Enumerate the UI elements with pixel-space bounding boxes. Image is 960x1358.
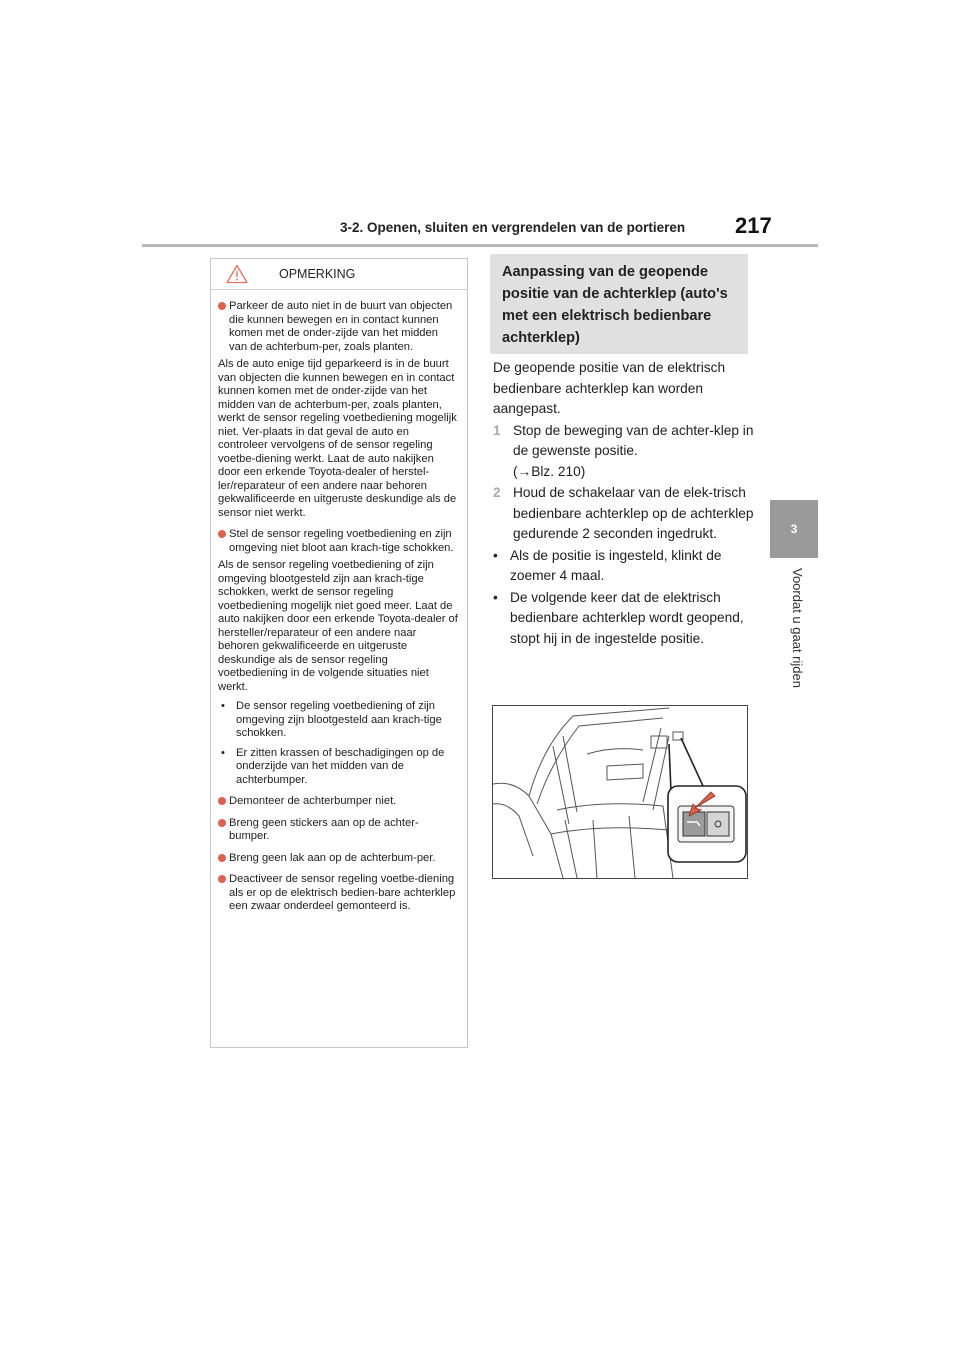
notice-bullet-text: Parkeer de auto niet in de buurt van objecten die kunnen bewegen en in contact kunnen komen met de onder-zijde van het midden van de achterbum-per, zoals planten. xyxy=(229,300,453,353)
notice-bullet xyxy=(218,795,459,809)
notice-sub-item-text: Er zitten krassen of beschadigingen op de onderzijde van het midden van de achterbumper. xyxy=(236,746,445,786)
point-mark: • xyxy=(493,589,498,605)
notice-paragraph: Als de sensor regeling voetbediening of zijn omgeving blootgesteld zijn aan krach-tige schokken, werkt de sensor regeling voetbediening mogelijk niet goed meer. Laat de auto nakijken door een erkende Toyota-dealer of hersteller/reparateur of een andere naar behoren gekwalificeerde en uitgeruste deskundige als de sensor regeling voetbediening in de volgende situaties niet werkt. xyxy=(218,559,458,693)
warning-triangle-icon xyxy=(226,264,248,284)
note-point-text: Als de positie is ingesteld, klinkt de zoemer 4 maal. xyxy=(510,547,722,583)
notice-bullet-text: Stel de sensor regeling voetbediening en zijn omgeving niet bloot aan krach-tige schokken. xyxy=(229,528,454,554)
bullet-dot-icon xyxy=(218,819,226,827)
notice-body xyxy=(211,290,467,914)
notice-sub-item xyxy=(218,700,459,741)
step-text: Stop de beweging van de achter-klep in de gewenste positie. xyxy=(513,422,754,458)
bullet-dot-icon xyxy=(218,875,226,883)
bullet-dot-icon xyxy=(218,797,226,805)
step-number: 1 xyxy=(493,422,501,438)
notice-bullet-text: Deactiveer de sensor regeling voetbe-diening als er op de elektrisch bedien-bare achterklep een zwaar onderdeel gemonteerd is. xyxy=(229,873,456,912)
note-point xyxy=(493,546,755,587)
notice-sub-item xyxy=(218,747,459,788)
bullet-dot-icon xyxy=(218,854,226,862)
point-mark: • xyxy=(493,547,498,563)
notice-bullet-text: Breng geen stickers aan op de achter-bumper. xyxy=(229,816,419,842)
step-1 xyxy=(493,421,755,483)
bullet-dot-icon xyxy=(218,302,226,310)
main-text xyxy=(493,358,755,649)
step-number: 2 xyxy=(493,485,501,500)
section-heading-box xyxy=(490,254,748,354)
notice-sub-item-text: De sensor regeling voetbediening of zijn omgeving zijn blootgesteld aan krach-tige schokken. xyxy=(236,700,442,739)
notice-bullet xyxy=(218,873,459,914)
header-rule xyxy=(142,244,818,247)
intro-paragraph: De geopende positie van de elektrisch bedienbare achterklep kan worden aangepast. xyxy=(493,360,726,416)
page-number: 217 xyxy=(735,213,772,238)
bullet-dot-icon xyxy=(218,530,226,538)
notice-header xyxy=(211,259,467,290)
notice-bullet xyxy=(218,817,459,844)
note-point xyxy=(493,588,755,650)
step-text: Houd de schakelaar van de elek-trisch bedienbare achterklep op de achterklep gedurende 2 seconden ingedrukt. xyxy=(513,485,754,541)
chapter-tab: 3 xyxy=(770,500,818,558)
chapter-label: Voordat u gaat rijden xyxy=(790,568,805,688)
notice-paragraph: Als de auto enige tijd geparkeerd is in de buurt van objecten die kunnen bewegen en in contact kunnen komen met de onder-zijde van het midden van de achterbum-per, zoals planten, werkt de sensor regeling voetbediening mogelijk niet. Ver-plaats in dat geval de auto en controleer vervolgens of de sensor regeling voetbe-diening werkt. Laat de auto nakijken door een erkende Toyota-dealer of herstel-ler/reparateur of een andere naar behoren gekwalificeerde en uitgeruste deskundige als de sensor niet werkt. xyxy=(218,358,457,519)
sub-item-mark: • xyxy=(221,746,225,759)
notice-bullet-text: Breng geen lak aan op de achterbum-per. xyxy=(229,851,436,864)
note-point-text: De volgende keer dat de elektrisch bedienbare achterklep wordt geopend, stopt hij in de ingestelde positie. xyxy=(510,589,744,646)
tailgate-illustration xyxy=(492,705,748,879)
section-heading: Aanpassing van de geopende positie van de achterklep (auto's met een elektrisch bedienbare achterklep) xyxy=(502,264,728,346)
notice-bullet xyxy=(218,852,459,866)
notice-title: OPMERKING xyxy=(279,267,356,281)
notice-bullet-text: Demonteer de achterbumper niet. xyxy=(229,795,397,807)
step-2 xyxy=(493,483,755,545)
notice-box xyxy=(210,258,468,1048)
open-tailgate-drawing xyxy=(493,706,747,878)
notice-bullet xyxy=(218,300,459,354)
header-section-title: 3-2. Openen, sluiten en vergrendelen van de portieren xyxy=(340,220,686,235)
page-reference-link[interactable]: (→Blz. 210) xyxy=(513,463,586,479)
sub-item-mark: • xyxy=(221,700,225,712)
notice-bullet xyxy=(218,528,459,555)
